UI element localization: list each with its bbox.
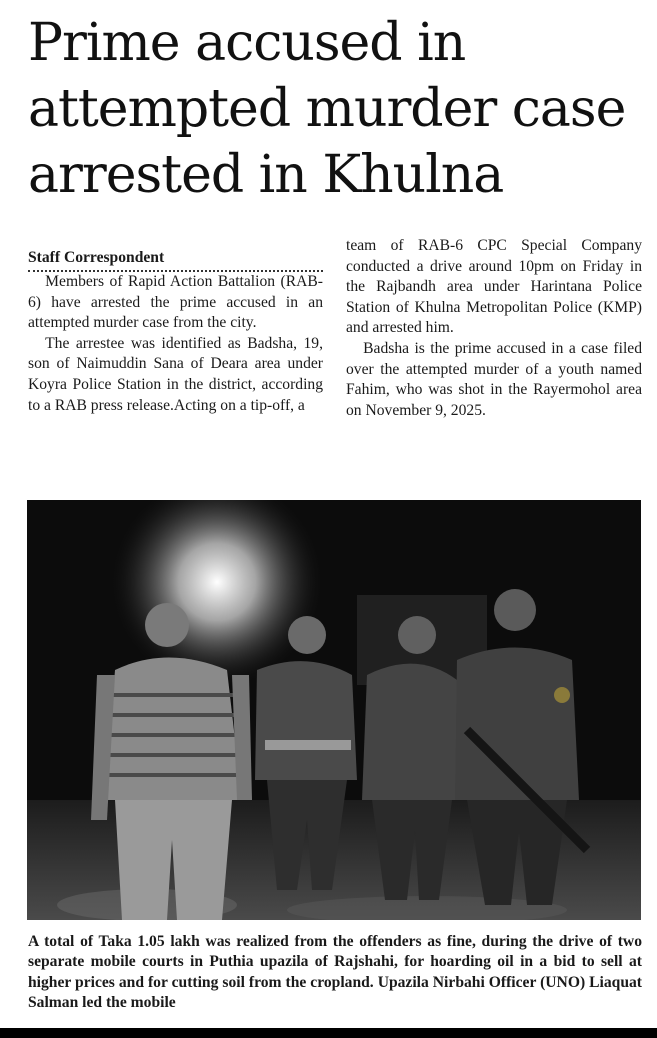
photo-caption: A total of Taka 1.05 lakh was realized from the offenders as fine, during the drive of two separate mobile courts in Puthia upazila of Rajshahi, for hoarding oil in a bid to sell at higher prices and for cutting soil from the cropland. Upazila Nirbahi Officer (UNO) Liaquat Salman led the mobile: [28, 933, 642, 1012]
article-paragraph-3: Badsha is the prime accused in a case filed over the attempted murder of a youth named Fahim, who was shot in the Rayermohol area on November 9, 2025.: [346, 339, 642, 419]
article-column-right: [346, 236, 642, 421]
headline-line-1: Prime accused in: [28, 13, 466, 73]
headline-line-2: attempted murder case: [28, 79, 626, 139]
article-paragraph-2: The arrestee was identified as Badsha, 19, son of Naimuddin Sana of Deara area under Koyra Police Station in the district, according to a RAB press release.Acting on a tip-off, a: [28, 334, 323, 414]
article-paragraph-2-continued: team of RAB-6 CPC Special Company conducted a drive around 10pm on Friday in the Rajbandh area under Harintana Police Station of Khulna Metropolitan Police (KMP) and arrested him.: [346, 237, 642, 337]
news-photo-illustration: [27, 500, 641, 920]
byline: Staff Correspondent: [28, 248, 323, 272]
headline-line-3: arrested in Khulna: [28, 145, 504, 205]
headline: [28, 10, 648, 208]
article-column-left: [28, 236, 323, 416]
news-photo: [27, 500, 641, 920]
page-bottom-bar: [0, 1028, 657, 1038]
article-paragraph-1: Members of Rapid Action Battalion (RAB-6) have arrested the prime accused in an attempted murder case from the city.: [28, 273, 323, 332]
